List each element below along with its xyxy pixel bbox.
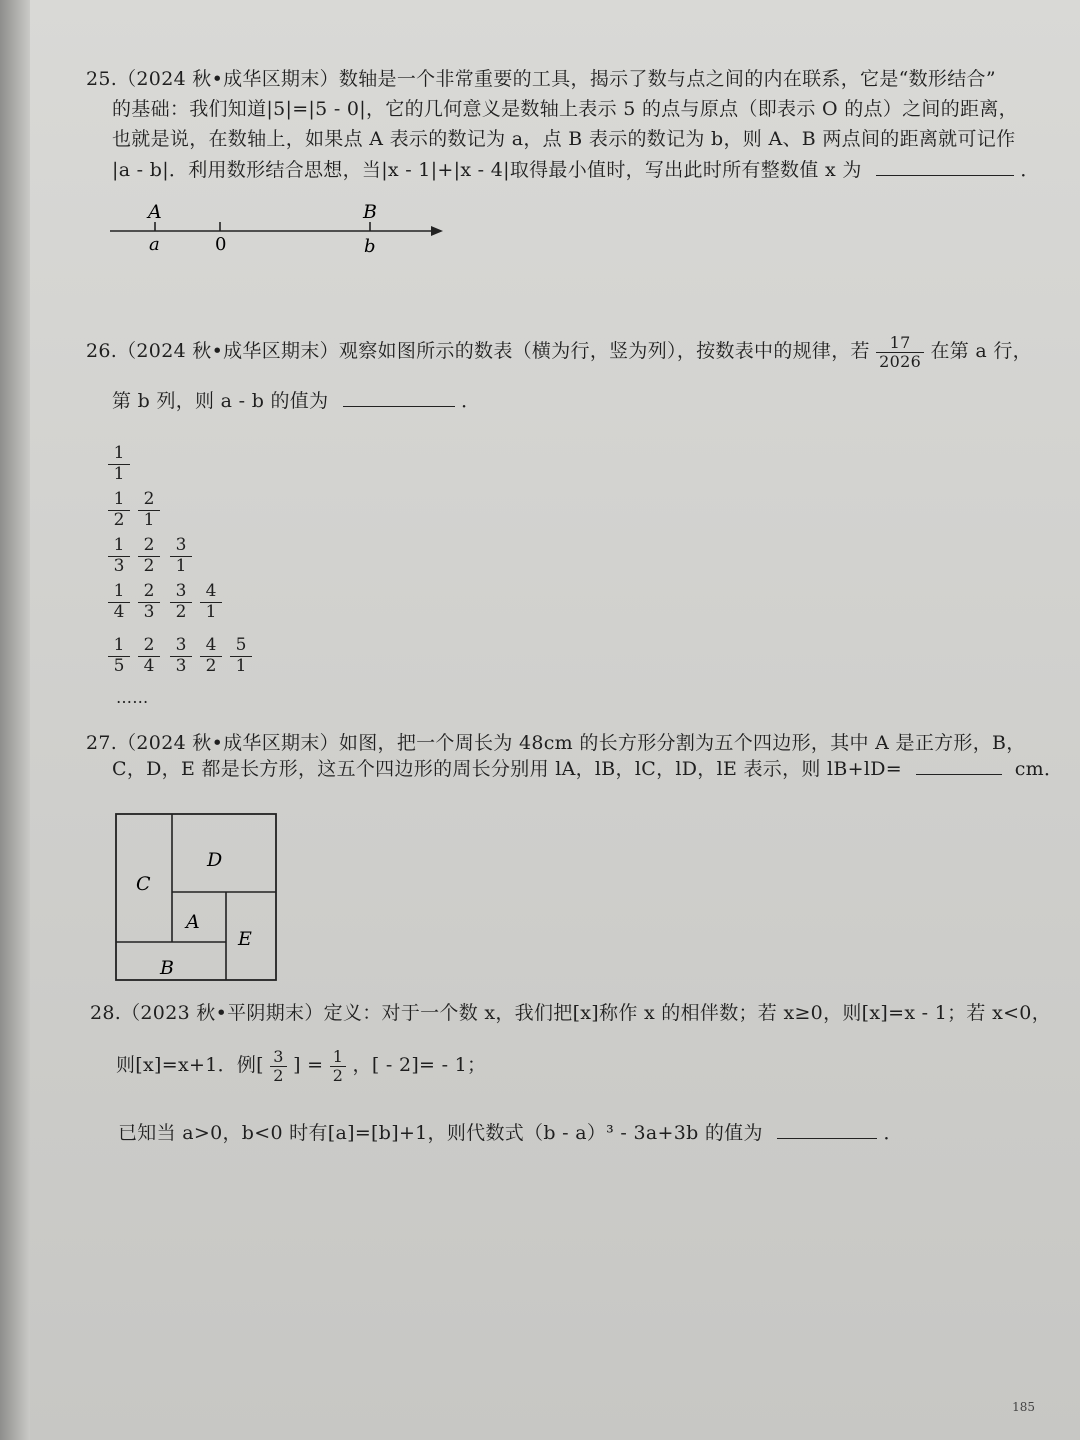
table-fraction-denominator: 1 [143,509,155,530]
table-fraction-numerator: 4 [200,582,222,603]
q27-line-2 [112,760,1063,779]
q25-line-1: 25.（2024 秋•成华区期末）数轴是一个非常重要的工具，揭示了数与点之间的内在联系，它是“数形结合” [86,68,996,90]
number-line-figure [105,198,455,260]
table-fraction-denominator: 3 [143,601,155,622]
q28-example-fraction [270,1048,286,1084]
q26-line-2 [112,392,480,411]
value-b-label: b [364,236,376,257]
q26-line-1-post: 在第 a 行， [930,340,1032,363]
outer-rectangle [116,814,276,980]
table-fraction-numerator: 3 [170,582,192,603]
q25-line-4-text: |a - b|．利用数形结合思想，当|x - 1|+|x - 4|取得最小值时，写出此时所有整数值 x 为 [112,159,862,181]
table-fraction-r2-c1 [108,490,130,530]
region-d-label: D [207,849,223,871]
table-fraction-denominator: 2 [143,555,155,576]
region-b-label: B [160,957,174,979]
book-binding [0,0,30,1440]
q26-frac-num: 17 [876,334,924,353]
q28-line-1: 28.（2023 秋•平阴期末）定义：对于一个数 x，我们把[x]称作 x 的相伴数；若 x≥0，则[x]=x - 1；若 x<0， [90,1002,1051,1024]
table-fraction-denominator: 1 [205,601,217,622]
table-fraction-r5-c3 [170,636,192,676]
table-fraction-numerator: 3 [170,636,192,657]
table-fraction-r4-c3 [170,582,192,622]
point-a-label: A [148,201,162,223]
q28-half-fraction [330,1048,346,1084]
table-fraction-numerator: 5 [230,636,252,657]
table-fraction-numerator: 1 [108,636,130,657]
table-fraction-denominator: 2 [205,655,217,676]
q28-line-2-c: ，[ - 2]= - 1； [352,1054,487,1077]
table-fraction-denominator: 3 [113,555,125,576]
q28-half-num: 1 [330,1048,346,1067]
q25-line-2: 的基础：我们知道|5|=|5 - 0|，它的几何意义是数轴上表示 5 的点与原点（即表示 O 的点）之间的距离， [112,98,1018,120]
q28-line-3-end: ． [883,1122,903,1144]
rectangle-division-figure [114,812,280,984]
table-fraction-r5-c4 [200,636,222,676]
table-fraction-r5-c5 [230,636,252,676]
table-fraction-denominator: 1 [113,463,125,484]
q28-half-den: 2 [332,1065,344,1085]
q28-ex-num: 3 [270,1048,286,1067]
q28-line-2 [116,1048,486,1084]
table-fraction-denominator: 4 [113,601,125,622]
table-fraction-denominator: 2 [175,601,187,622]
q26-answer-blank[interactable] [343,405,455,407]
table-fraction-r4-c1 [108,582,130,622]
q25-answer-blank[interactable] [876,174,1014,176]
table-fraction-denominator: 1 [235,655,247,676]
q25-line-3: 也就是说，在数轴上，如果点 A 表示的数记为 a，点 B 表示的数记为 b，则 A、B 两点间的距离就可记作 [112,128,1016,150]
q25-line-4 [112,161,1040,180]
value-zero-label: 0 [215,234,227,255]
table-fraction-numerator: 1 [108,444,130,465]
table-fraction-numerator: 2 [138,636,160,657]
table-fraction-r5-c2 [138,636,160,676]
q25-line-4-end: ． [1020,159,1040,181]
region-c-label: C [136,873,151,895]
table-fraction-numerator: 4 [200,636,222,657]
table-fraction-denominator: 1 [175,555,187,576]
table-fraction-numerator: 1 [108,490,130,511]
q27-answer-blank[interactable] [916,773,1002,775]
q26-line-2-text: 第 b 列，则 a - b 的值为 [112,390,329,412]
q27-line-1: 27.（2024 秋•成华区期末）如图，把一个周长为 48cm 的长方形分割为五个四边形，其中 A 是正方形，B， [86,732,1026,754]
table-fraction-denominator: 5 [113,655,125,676]
q28-line-2-b: ] = [293,1054,324,1077]
table-fraction-r4-c2 [138,582,160,622]
table-fraction-denominator: 4 [143,655,155,676]
table-ellipsis: …… [116,688,149,707]
value-a-label: a [149,234,160,255]
table-fraction-r4-c4 [200,582,222,622]
region-e-label: E [238,928,252,950]
table-fraction-r3-c3 [170,536,192,576]
q27-line-2-end: cm． [1014,758,1064,780]
q28-line-3-text: 已知当 a>0，b<0 时有[a]=[b]+1，则代数式（b - a）³ - 3a+3b 的值为 [118,1122,763,1144]
table-fraction-r3-c2 [138,536,160,576]
q28-ex-den: 2 [273,1065,284,1085]
page-number: 185 [1012,1400,1035,1414]
table-fraction-numerator: 1 [108,582,130,603]
q28-line-2-a: 则[x]=x+1．例[ [116,1054,264,1077]
point-b-label: B [363,201,377,223]
q26-line-2-end: ． [461,390,481,412]
q27-line-2-text: C，D，E 都是长方形，这五个四边形的周长分别用 lA，lB，lC，lD，lE 表示，则 lB+lD= [112,758,902,780]
q28-line-3 [118,1124,903,1143]
table-fraction-numerator: 1 [108,536,130,557]
region-a-label: A [186,911,200,933]
table-fraction-r1-c1 [108,444,130,484]
table-fraction-numerator: 2 [138,536,160,557]
q26-line-1-pre: 26.（2024 秋•成华区期末）观察如图所示的数表（横为行，竖为列），按数表中的规律，若 [86,340,870,363]
q28-answer-blank[interactable] [777,1137,877,1139]
table-fraction-r2-c2 [138,490,160,530]
q26-fraction [876,334,924,370]
q26-frac-den: 2026 [879,351,922,371]
table-fraction-r3-c1 [108,536,130,576]
table-fraction-denominator: 2 [113,509,125,530]
table-fraction-numerator: 2 [138,490,160,511]
table-fraction-r5-c1 [108,636,130,676]
q26-line-1 [86,334,1032,370]
table-fraction-denominator: 3 [175,655,187,676]
table-fraction-numerator: 3 [170,536,192,557]
number-line-arrow [431,226,443,236]
table-fraction-numerator: 2 [138,582,160,603]
